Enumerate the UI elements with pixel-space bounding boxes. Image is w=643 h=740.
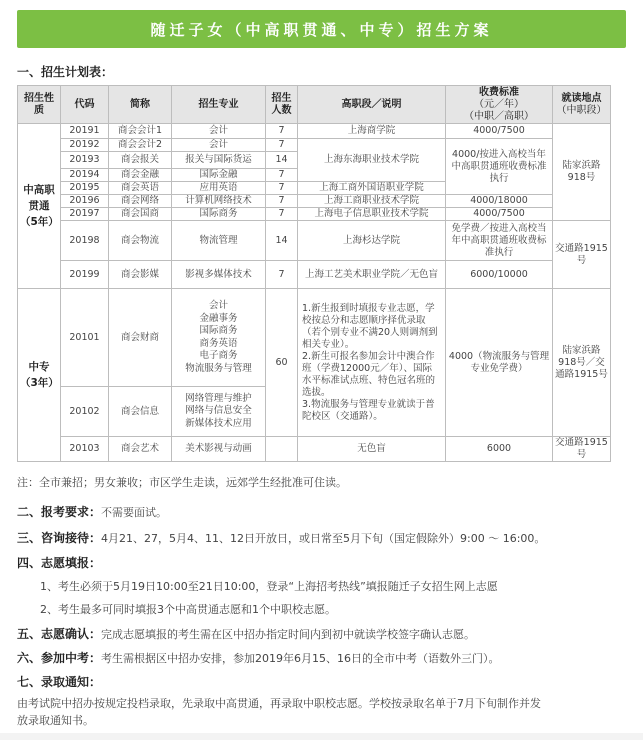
cell-short: 商会财商 [109,289,172,387]
table-footnote: 注：全市兼招；男女兼收；市区学生走读，远郊学生经批准可住读。 [17,476,347,489]
section-7-heading: 七、录取通知： [17,675,102,689]
cell-location: 陆家浜路918号 [553,124,611,221]
major-item: 会计 [208,300,228,311]
cell-college: 上海工艺美术职业学院／无色盲 [298,261,446,289]
cell-code: 20103 [61,437,109,462]
cell-code: 20199 [61,261,109,289]
cell-college: 上海杉达学院 [298,221,446,261]
cell-code: 20198 [61,221,109,261]
cell-college: 上海电子信息职业技术学院 [298,208,446,221]
cell-majors-list [172,387,266,437]
cell-count: 7 [266,124,298,139]
cell-major: 国际金融 [172,169,266,182]
major-item: 网络管理与维护 [185,392,252,404]
header-nature: 招生性质 [18,86,61,124]
cell-college: 无色盲 [298,437,446,462]
section-7-text-line2: 放录取通知书。 [17,714,94,727]
section-2-heading: 二、报考要求： [17,505,102,519]
section-2-text: 不需要面试。 [101,506,168,519]
cell-major: 会计 [172,124,266,139]
table-header-row [18,86,611,124]
section-3 [17,529,545,546]
cell-count: 7 [266,195,298,208]
header-college: 高职段／说明 [298,86,446,124]
cell-short: 商会国商 [109,208,172,221]
major-item: 网络与信息安全 [185,405,252,417]
title-banner [17,10,626,48]
section-5-text: 完成志愿填报的考生需在区中招办指定时间内到初中就读学校签字确认志愿。 [101,628,476,641]
footer-strip [0,733,643,740]
cell-major: 美术影视与动画 [172,437,266,462]
section-3-heading: 三、咨询接待： [17,531,102,545]
section-7-text-line1: 由考试院中招办按规定投档录取，先录取中高贯通，再录取中职校志愿。学校按录取名单于7月下旬制作并发 [17,697,541,710]
cell-code: 20192 [61,139,109,152]
cell-location: 交通路1915号 [553,437,611,462]
table-row [18,289,611,387]
table-row [18,124,611,139]
cell-code: 20197 [61,208,109,221]
cell-major: 计算机网络技术 [172,195,266,208]
header-short: 简称 [109,86,172,124]
major-item: 商务英语 [199,337,238,349]
loc-sub: （中职段） [556,104,607,116]
section-1-heading: 一、招生计划表： [17,65,114,79]
cell-location: 交通路1915号 [553,221,611,289]
cell-code: 20194 [61,169,109,182]
cell-fee: 免学费／按进入高校当年中高职贯通班收费标准执行 [446,221,553,261]
cell-college: 上海商学院 [298,124,446,139]
cell-major: 国际商务 [172,208,266,221]
header-location [553,86,611,124]
cell-code: 20196 [61,195,109,208]
table-row [18,261,611,289]
cell-count: 7 [266,169,298,182]
cell-count: 14 [266,152,298,169]
major-item: 电子商务 [199,350,238,361]
section-6 [17,649,500,666]
cell-short: 商会会计1 [109,124,172,139]
header-major: 招生专业 [172,86,266,124]
section-6-text: 考生需根据区中招办安排，参加2019年6月15、16日的全市中考（语数外三门）。 [101,652,500,665]
table-row [18,208,611,221]
cell-short: 商会信息 [109,387,172,437]
enrollment-plan-table [17,85,611,462]
fee-sub: （中职／高职） [464,110,534,122]
cell-major: 应用英语 [172,182,266,195]
cell-fee: 4000/7500 [446,124,553,139]
cell-count: 7 [266,208,298,221]
fee-title: 收费标准 [479,86,519,98]
cell-short: 商会艺术 [109,437,172,462]
section-5 [17,625,475,642]
table-row [18,221,611,261]
cell-fee: 6000/10000 [446,261,553,289]
category-5-year: 中高职贯通（5年） [18,124,61,289]
cell-fee: 6000 [446,437,553,462]
major-item: 物流服务与管理 [185,362,252,374]
table-row [18,437,611,462]
cell-short: 商会网络 [109,195,172,208]
cell-count: 7 [266,182,298,195]
cell-count-empty [266,437,298,462]
note-item: 2.新生可报名参加会计中澳合作班（学费12000元／年）、国际水平标准试点班、特色冠名班的选拔。 [302,350,436,398]
cell-notes [298,289,446,437]
cell-location: 陆家浜路918号／交通路1915号 [553,289,611,437]
cell-major: 会计 [172,139,266,152]
header-count: 招生人数 [266,86,298,124]
cell-fee: 4000/18000 [446,195,553,208]
header-code: 代码 [61,86,109,124]
cell-count: 7 [266,139,298,152]
cell-short: 商会英语 [109,182,172,195]
cell-major: 报关与国际货运 [172,152,266,169]
section-4-heading: 四、志愿填报： [17,556,102,570]
cell-count: 7 [266,261,298,289]
section-6-heading: 六、参加中考： [17,651,102,665]
cell-major: 影视多媒体技术 [172,261,266,289]
cell-short: 商会报关 [109,152,172,169]
section-3-text: 4月21、27，5月4、11、12日开放日，或日常至5月下旬（国定假除外）9:00 ～ 16:00。 [101,532,546,545]
cell-majors-list [172,289,266,387]
cell-short: 商会金融 [109,169,172,182]
major-item: 新媒体技术应用 [185,417,252,429]
cell-count: 60 [266,289,298,437]
cell-count: 14 [266,221,298,261]
table-row [18,139,611,152]
cell-short: 商会物流 [109,221,172,261]
cell-short: 商会会计2 [109,139,172,152]
cell-fee: 4000/按进入高校当年中高职贯通班收费标准执行 [446,139,553,195]
note-item: 3.物流服务与管理专业就读于普陀校区（交通路）。 [302,398,435,422]
cell-code: 20195 [61,182,109,195]
note-item: 1.新生报到时填报专业志愿，学校按总分和志愿顺序择优录取（若个别专业不满20人则调剂到相关专业）。 [302,302,438,350]
cell-fee: 4000/7500 [446,208,553,221]
cell-code: 20101 [61,289,109,387]
header-fee [446,86,553,124]
page-title: 随迁子女（中高职贯通、中专）招生方案 [150,20,493,39]
section-5-heading: 五、志愿确认： [17,627,102,641]
cell-code: 20191 [61,124,109,139]
section-4-item: 1、考生必须于5月19日10:00至21日10:00，登录“上海招考热线”填报随迁子女招生网上志愿 [40,580,498,593]
fee-unit: （元／年） [474,98,524,110]
cell-college: 上海工商外国语职业学院 [298,182,446,195]
cell-code: 20102 [61,387,109,437]
cell-college: 上海工商职业技术学院 [298,195,446,208]
table-row [18,195,611,208]
category-3-year: 中专（3年） [18,289,61,462]
section-2 [17,503,167,520]
cell-short: 商会影媒 [109,261,172,289]
cell-college: 上海东海职业技术学院 [298,139,446,182]
cell-major: 物流管理 [172,221,266,261]
major-item: 金融事务 [199,312,238,324]
major-item: 国际商务 [199,325,238,336]
cell-code: 20193 [61,152,109,169]
loc-title: 就读地点 [561,92,602,104]
section-4-item: 2、考生最多可同时填报3个中高贯通志愿和1个中职校志愿。 [40,603,336,616]
cell-fee: 4000（物流服务与管理专业免学费） [446,289,553,437]
